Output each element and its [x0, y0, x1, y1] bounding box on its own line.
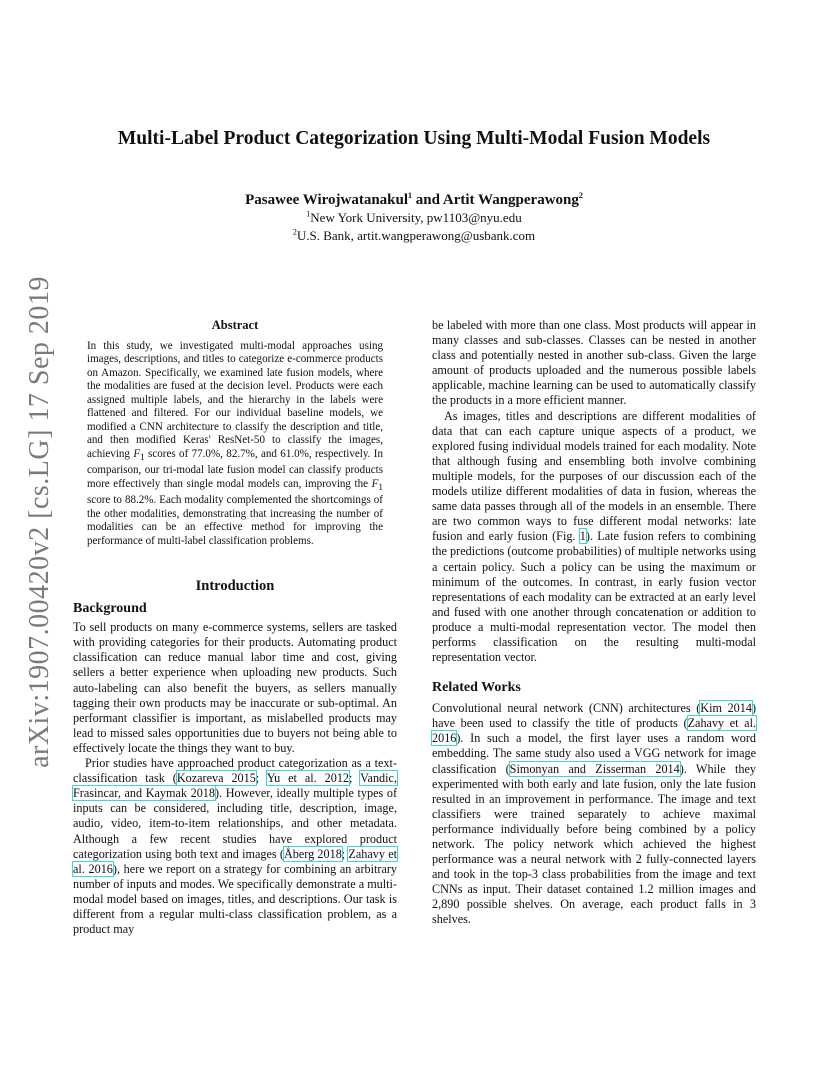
- author-1-sup: 1: [408, 191, 413, 200]
- abstract-part-1: In this study, we investigated multi-modal approaches using images, descriptions, and titles to categorize e-commerce products on Amazon. Specifically, we examined late fusion models, where the modalities are fused at the decision level. Products were each assigned multiple labels, and the hierarchy in the labels were flattened and filtered. For our individual baseline models, we modified a CNN architecture to classify the description and title, and then modified Keras' ResNet-50 to classify the images, achieving: [87, 340, 383, 460]
- citation-aberg[interactable]: Åberg 2018: [283, 846, 342, 861]
- citation-separator: ;: [255, 771, 267, 786]
- abstract-heading: Abstract: [211, 318, 259, 332]
- f1-symbol-2: F: [371, 477, 379, 490]
- intro-p2-part-b: ). However, ideally multiple types of inputs can be considered, including title, description, image, audio, video, item-to-item relationships, and other metadata. Although a few recent studies have explored product categorization using both text and images (: [73, 786, 397, 861]
- right-paragraph-2: [432, 409, 756, 666]
- related-works-heading: Related Works: [432, 680, 521, 696]
- f1-subscript-2: 1: [378, 481, 383, 492]
- citation-kozareva[interactable]: Kozareva 2015: [176, 771, 256, 786]
- paper-title: Multi-Label Product Categorization Using Multi-Modal Fusion Models: [117, 128, 711, 149]
- abstract-part-3: score to 88.2%. Each modality complemented the shortcomings of the other modalities, demonstrating that increasing the number of modalities can be an effective method for improving the performance of multi-label classification problems.: [87, 494, 383, 547]
- citation-simonyan[interactable]: Simonyan and Zisserman 2014: [509, 761, 680, 776]
- rw-part-d: ). While they experimented with both early and late fusion, only the late fusion resulted in an improvement in performance. The image and text classifiers were trained separately to achieve maximal performance individually before being combined by a policy network. The policy network which achieved the highest performance was a neural network with 2 fully-connected layers and took in the top-3 class probabilities from the image and text CNNs as input. Their dataset contained 1.2 million images and 2,890 possible shelves. On average, each product falls in 3 shelves.: [432, 761, 757, 927]
- figure-1-link[interactable]: 1: [579, 529, 586, 544]
- intro-paragraph-2: [73, 756, 397, 937]
- author-line: [0, 192, 828, 209]
- abstract-part-2: scores of 77.0%, 82.7%, and 61.0%, respectively. In comparison, our tri-modal late fusion model can classify products more effectively than single modal models can, improving the: [87, 447, 383, 490]
- affiliation-2: [0, 228, 828, 244]
- related-works-paragraph: [432, 701, 756, 927]
- f1-symbol: F: [133, 447, 141, 460]
- rw-part-c: ). In such a model, the first layer uses a random word embedding. The same study also used a VGG network for image classification (: [432, 731, 756, 776]
- author-and: and: [412, 192, 443, 208]
- affiliation-1-sup: 1: [306, 209, 311, 219]
- left-column: [73, 318, 397, 937]
- citation-yu[interactable]: Yu et al. 2012: [266, 771, 350, 786]
- intro-p2-part-c: ), here we report on a strategy for combining an arbitrary number of inputs and modes. We specifically demonstrate a multi-modal model based on images, titles, and descriptions. Our task is different from a regular multi-class classification problem, as a product may: [73, 861, 398, 937]
- affiliation-2-text: U.S. Bank, artit.wangperawong@usbank.com: [296, 228, 536, 243]
- abstract-text: [87, 340, 383, 548]
- rw-part-a: Convolutional neural network (CNN) architectures (: [432, 701, 701, 716]
- f1-subscript: 1: [140, 451, 145, 462]
- citation-separator: ;: [341, 846, 349, 861]
- right-paragraph-1: be labeled with more than one class. Most products will appear in many classes and sub-classes. Classes can be nested in another class and potentially nested in another sub-class. Given the large amount of products uploaded and the numerous possible labels applicable, machine learning can be used to automatically classify the products in a more efficient manner.: [432, 318, 756, 408]
- affiliation-1: [0, 210, 828, 226]
- citation-vandic[interactable]: Vandic, Frasincar, and Kaymak 2018: [73, 771, 397, 801]
- affiliation-2-sup: 2: [292, 227, 297, 237]
- author-2: Artit Wangperawong: [442, 192, 579, 208]
- citation-zahavy-related[interactable]: Zahavy et al. 2016: [432, 716, 756, 746]
- right-p2-part-b: ). Late fusion refers to combining the predictions (outcome probabilities) of multiple networks using a certain policy. Such a policy can be using the maximum or minimum of the outcomes. In contrast, in early fusion vector representations of each modality can be extracted at an early level and fused with one another through concatenation or addition to produce a multi-modal representation vector. The model then performs classification on the resulting multi-modal representation vector.: [432, 529, 756, 665]
- author-2-sup: 2: [578, 191, 583, 200]
- right-p2-part-a: As images, titles and descriptions are different modalities of data that can each capture unique aspects of a product, we explored fusing individual models trained for each modality. Note that although fusing and ensembling both involve combining multiple models, for the purposes of our discussion each of the models utilize different modalities of data in fusion, whereas the same data passes through all of the models in an ensemble. There are two common ways to fuse different modal networks: late fusion and early fusion (Fig.: [432, 408, 756, 544]
- intro-paragraph-1: To sell products on many e-commerce systems, sellers are tasked with providing categories for their products. Automating product classification can reduce manual labor time and cost, giving sellers a better experience when uploading new products. Such auto-labeling can also benefit the buyers, as sellers manually tagging their own products may be inaccurate or sub-optimal. An performant classifier is important, as mislabelled products may lead to missed sales opportunities due to buyers not being able to effectively locate the things they want to buy.: [73, 620, 397, 755]
- background-heading: Background: [73, 601, 147, 617]
- introduction-heading: Introduction: [195, 578, 275, 595]
- right-column: [432, 318, 756, 928]
- rw-part-b: ) have been used to classify the title of products (: [432, 701, 757, 731]
- citation-zahavy-intro[interactable]: Zahavy et al. 2016: [73, 846, 397, 876]
- affiliation-1-text: New York University, pw1103@nyu.edu: [310, 210, 522, 225]
- arxiv-stamp-text: arXiv:1907.00420v2 [cs.LG] 17 Sep 2019: [24, 276, 55, 768]
- arxiv-stamp: [18, 276, 62, 768]
- citation-separator: ;: [349, 771, 361, 786]
- intro-p2-part-a: Prior studies have approached product categorization as a text-classification task (: [73, 756, 397, 786]
- citation-kim[interactable]: Kim 2014: [700, 701, 752, 716]
- author-1: Pasawee Wirojwatanakul: [245, 192, 409, 208]
